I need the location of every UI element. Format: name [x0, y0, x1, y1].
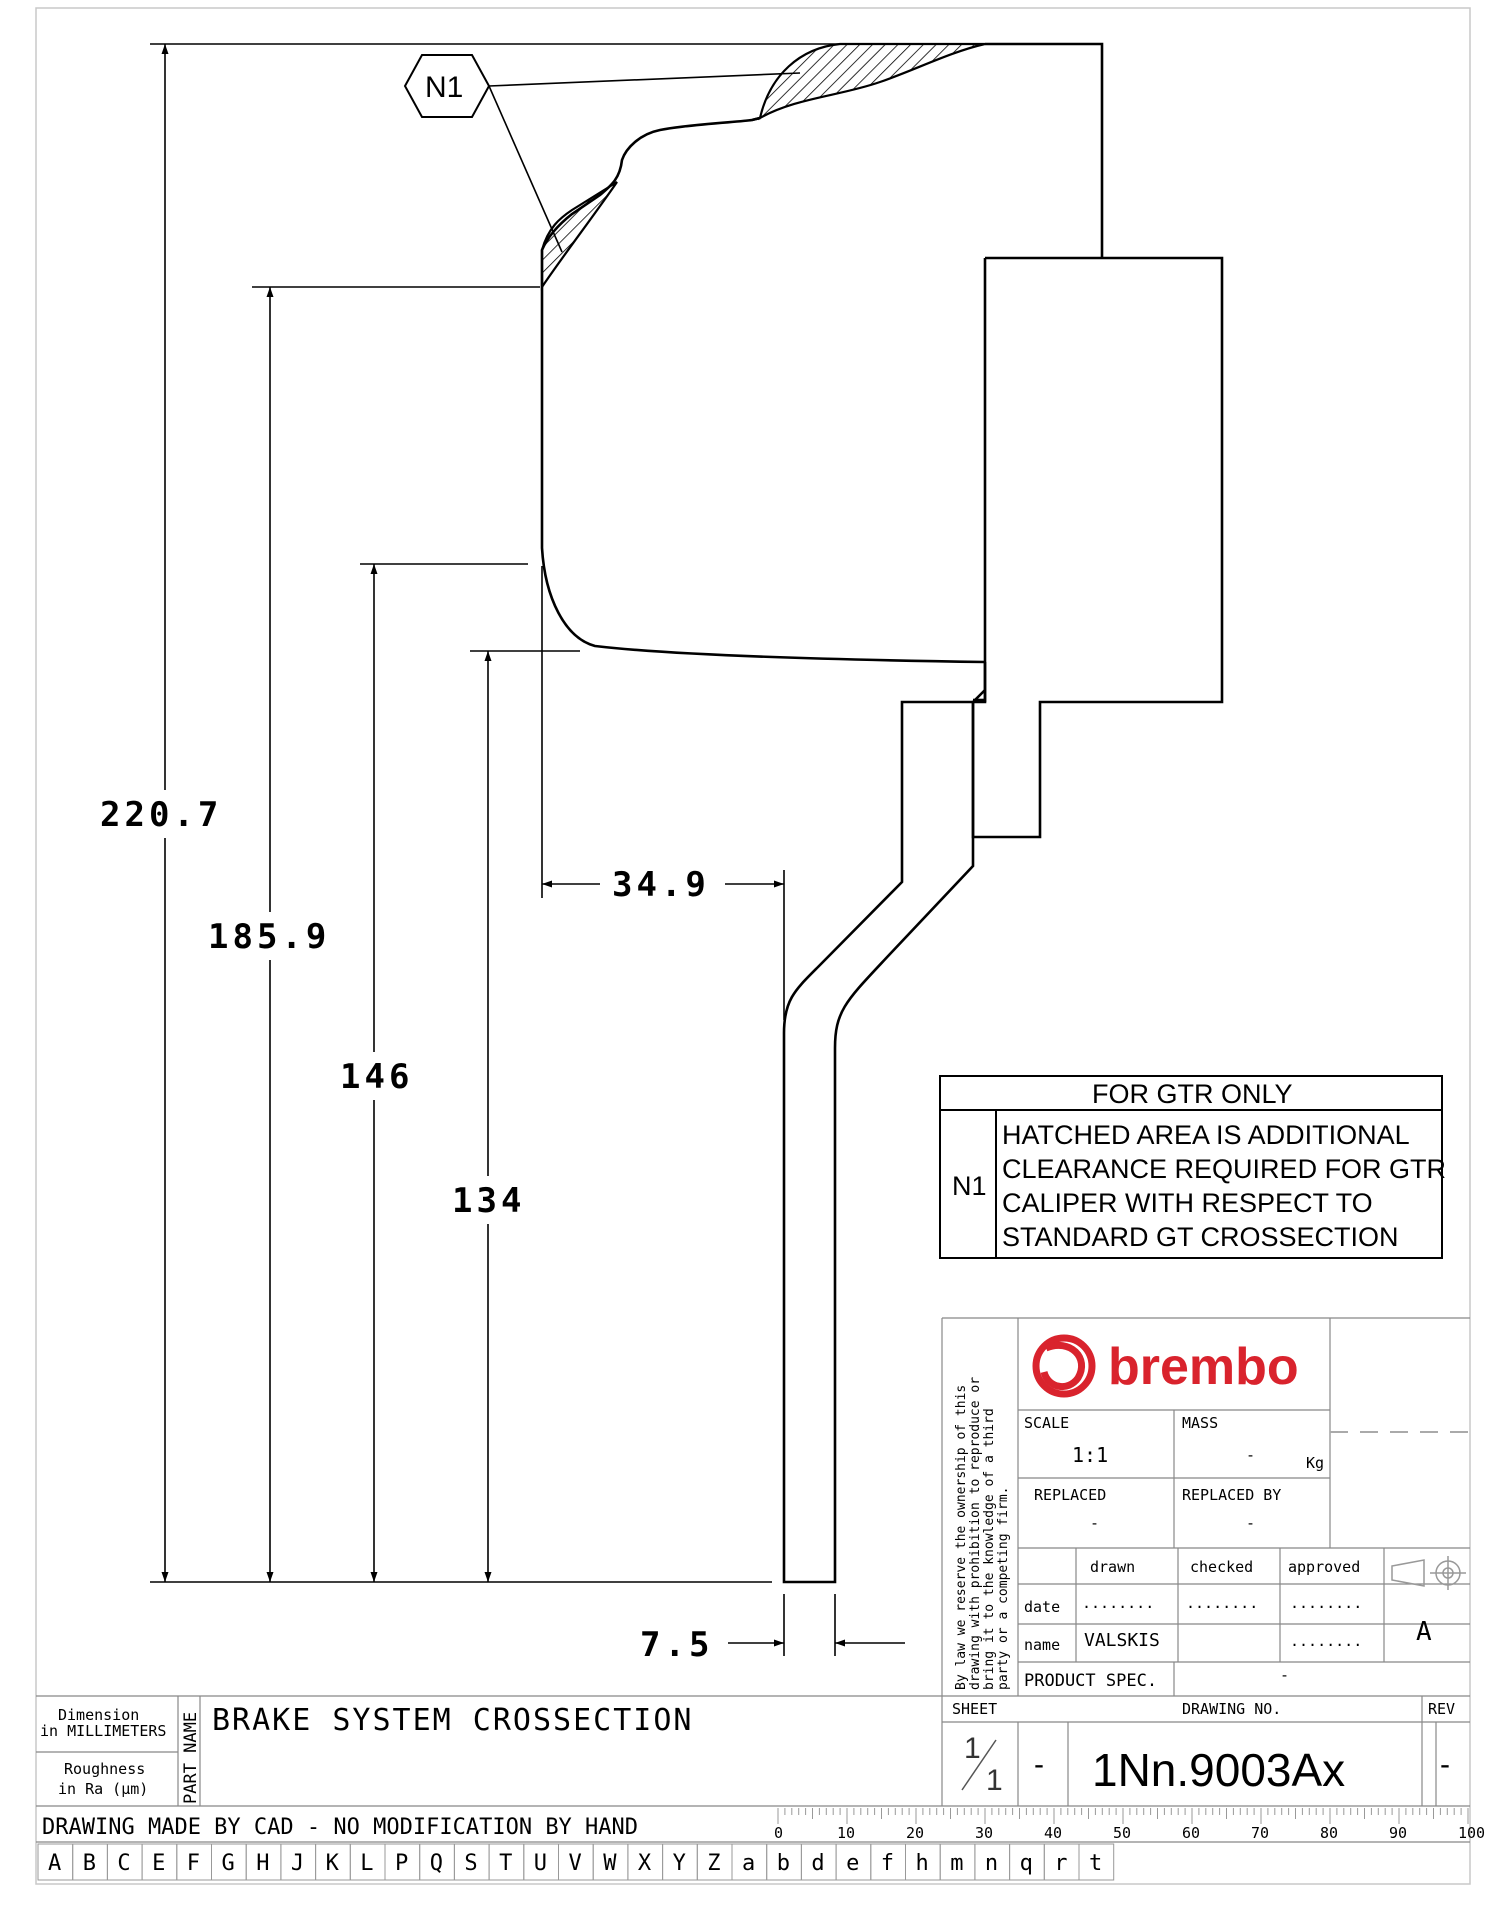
dimension-label-1: Dimension — [58, 1706, 140, 1724]
dim-220: 220.7 — [100, 795, 223, 835]
dim-185: 185.9 — [208, 917, 331, 957]
brembo-logo — [1036, 1338, 1299, 1396]
letter-label: d — [811, 1851, 825, 1876]
checked-label: checked — [1190, 1558, 1254, 1576]
letter-label: Z — [707, 1851, 721, 1876]
sheet-label: SHEET — [952, 1700, 998, 1718]
note-line-3: CALIPER WITH RESPECT TO — [1002, 1188, 1373, 1218]
date-checked: ........ — [1186, 1594, 1259, 1612]
letter-label: Q — [429, 1851, 443, 1876]
brand-name: brembo — [1108, 1338, 1299, 1396]
hatched-area-top — [760, 44, 985, 118]
n1-callout — [405, 55, 800, 252]
n1-tag: N1 — [425, 71, 464, 104]
ruler-number: 40 — [1044, 1824, 1063, 1842]
letter-label: P — [395, 1851, 409, 1876]
name-label: name — [1024, 1636, 1061, 1654]
letter-label: V — [568, 1851, 582, 1876]
date-approved: ........ — [1290, 1594, 1363, 1612]
rev-label: REV — [1428, 1700, 1456, 1718]
date-label: date — [1024, 1598, 1061, 1616]
letter-label: K — [325, 1851, 339, 1876]
letter-label: q — [1019, 1851, 1033, 1876]
letter-label: B — [82, 1851, 96, 1876]
ruler-number: 30 — [975, 1824, 994, 1842]
main-profile — [542, 44, 1102, 662]
drawn-label: drawn — [1090, 1558, 1136, 1576]
letter-label: b — [776, 1851, 790, 1876]
note-line-1: HATCHED AREA IS ADDITIONAL — [1002, 1120, 1410, 1150]
note-header: FOR GTR ONLY — [1092, 1079, 1293, 1109]
letter-label: h — [915, 1851, 929, 1876]
svg-text:drawing with prohibition to re: drawing with prohibition to reproduce or — [968, 1376, 983, 1690]
scale-ruler-numbers — [774, 1824, 1485, 1842]
replaced-value: - — [1090, 1514, 1100, 1532]
scale-value: 1:1 — [1072, 1443, 1109, 1467]
replaced-by-label: REPLACED BY — [1182, 1486, 1282, 1504]
mass-value: - — [1246, 1446, 1256, 1464]
roughness-label-1: Roughness — [64, 1760, 146, 1778]
product-spec-value: - — [1280, 1666, 1290, 1684]
ruler-number: 50 — [1113, 1824, 1132, 1842]
ruler-number: 0 — [774, 1824, 784, 1842]
scale-ruler — [778, 1808, 1468, 1824]
part-name: BRAKE SYSTEM CROSSECTION — [212, 1703, 694, 1738]
copyright-notice — [954, 1377, 1011, 1690]
scale-label: SCALE — [1024, 1414, 1070, 1432]
ruler-number: 100 — [1458, 1824, 1486, 1842]
letter-label: T — [499, 1851, 513, 1876]
letter-label: E — [152, 1851, 166, 1876]
letter-label: S — [464, 1851, 478, 1876]
letter-label: H — [256, 1851, 270, 1876]
letter-label: r — [1054, 1851, 1068, 1876]
dimension-labels — [92, 790, 713, 1665]
projection-symbol-icon — [1392, 1556, 1466, 1590]
letter-label: C — [117, 1851, 131, 1876]
letter-label: X — [637, 1851, 652, 1876]
dim-7-5: 7.5 — [640, 1625, 714, 1665]
letter-label: a — [742, 1851, 756, 1876]
letter-label: W — [603, 1851, 617, 1876]
rev-value: - — [1440, 1748, 1450, 1781]
product-spec-label: PRODUCT SPEC. — [1024, 1671, 1158, 1691]
caliper-box — [973, 258, 1222, 837]
dimension-label-2: in MILLIMETERS — [40, 1722, 167, 1740]
ruler-number: 90 — [1389, 1824, 1408, 1842]
part-name-label: PART NAME — [181, 1711, 201, 1804]
ruler-number: 70 — [1251, 1824, 1270, 1842]
svg-text:party or a competing firm.: party or a competing firm. — [996, 1486, 1011, 1690]
letter-label: G — [221, 1851, 235, 1876]
drawn-name: VALSKIS — [1084, 1630, 1160, 1651]
letter-label: f — [880, 1851, 895, 1876]
letter-label: F — [186, 1851, 201, 1876]
ruler-number: 10 — [837, 1824, 856, 1842]
sheet-dash: - — [1034, 1748, 1044, 1781]
svg-text:By law we reserve the ownershi: By law we reserve the ownership of this — [954, 1384, 969, 1690]
svg-text:bring it to the knowledge of a: bring it to the knowledge of a third — [982, 1408, 997, 1690]
mass-label: MASS — [1182, 1414, 1219, 1432]
note-line-4: STANDARD GT CROSSECTION — [1002, 1222, 1399, 1252]
sheet-number: 1 — [964, 1732, 981, 1765]
approved-label: approved — [1288, 1558, 1361, 1576]
note-line-2: CLEARANCE REQUIRED FOR GTR — [1002, 1154, 1447, 1184]
letter-label: U — [533, 1851, 548, 1876]
ruler-number: 20 — [906, 1824, 925, 1842]
letter-label: A — [48, 1851, 62, 1876]
replaced-by-value: - — [1246, 1514, 1256, 1532]
dim-34: 34.9 — [612, 865, 710, 905]
letter-label: J — [290, 1851, 305, 1876]
ruler-number: 80 — [1320, 1824, 1339, 1842]
letter-label: e — [846, 1851, 860, 1876]
roughness-label-2: in Ra (µm) — [58, 1780, 149, 1798]
name-approved: ........ — [1290, 1632, 1363, 1650]
letter-row — [38, 1844, 1114, 1880]
note-tag: N1 — [952, 1171, 987, 1201]
letter-label: Y — [672, 1851, 686, 1876]
drawing-number: 1Nn.9003Ax — [1092, 1744, 1346, 1796]
hatched-area-left — [542, 182, 617, 287]
letter-label: t — [1089, 1851, 1103, 1876]
dim-134: 134 — [452, 1181, 526, 1221]
drawing-no-label: DRAWING NO. — [1182, 1700, 1282, 1718]
dim-146: 146 — [340, 1057, 414, 1097]
ruler-number: 60 — [1182, 1824, 1201, 1842]
cad-note: DRAWING MADE BY CAD - NO MODIFICATION BY HAND — [42, 1815, 639, 1840]
date-drawn: ........ — [1082, 1594, 1155, 1612]
rev-letter: A — [1416, 1617, 1432, 1647]
letter-label: L — [360, 1851, 374, 1876]
replaced-label: REPLACED — [1034, 1486, 1107, 1504]
mass-unit: Kg — [1306, 1454, 1325, 1472]
letter-label: m — [950, 1851, 964, 1876]
sheet-total: 1 — [986, 1764, 1003, 1797]
letter-label: n — [984, 1851, 999, 1876]
dimension-lines — [150, 44, 985, 1656]
